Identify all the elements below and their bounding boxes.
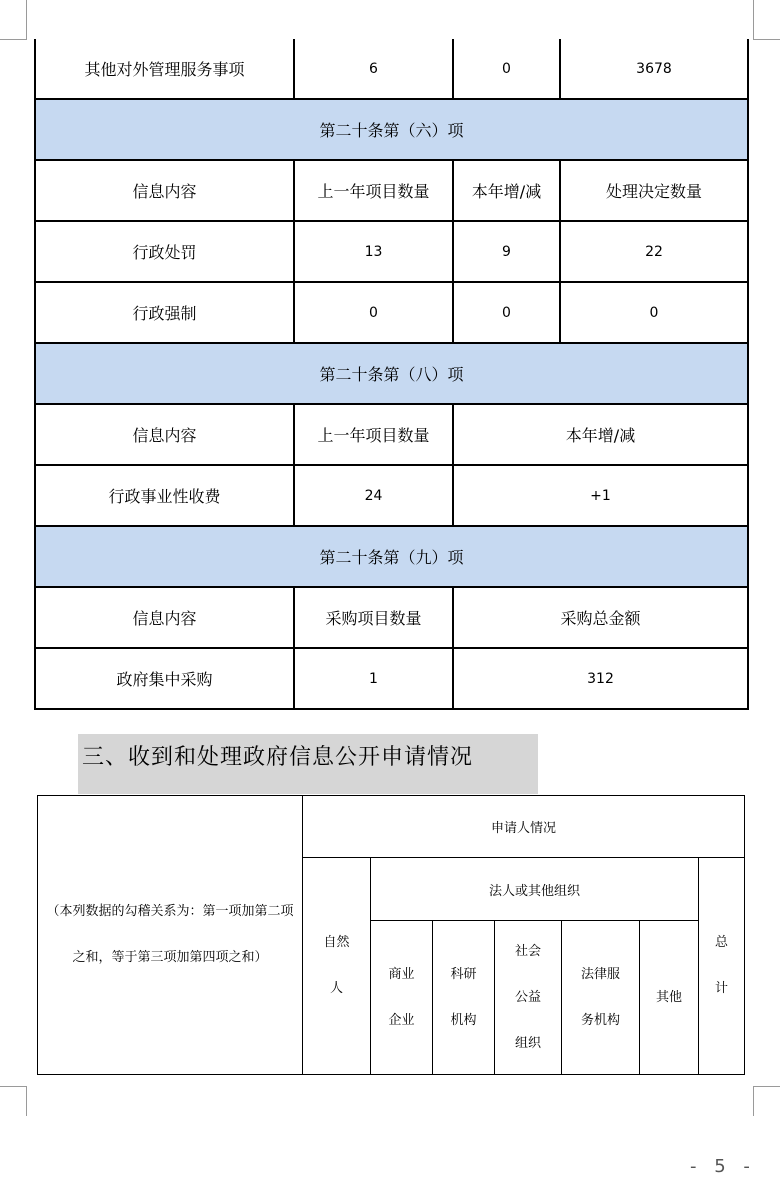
row-label: 行政事业性收费 [35,465,294,526]
section-header-row [35,526,748,587]
column-header: 采购总金额 [453,587,748,648]
crop-mark [26,0,27,40]
row-label: 行政强制 [35,282,294,343]
column-header: 上一年项目数量 [294,160,453,221]
crop-mark [753,1086,754,1116]
cell-value: 6 [294,39,453,99]
section-title: 第二十条第（九）项 [35,526,748,587]
relation-note: （本列数据的勾稽关系为：第一项加第二项之和，等于第三项加第四项之和） [46,904,294,965]
crop-mark [753,0,754,40]
row-label: 行政处罚 [35,221,294,282]
column-header: 社会 公益 组织 [495,921,562,1075]
column-header: 信息内容 [35,160,294,221]
cell-value: 24 [294,465,453,526]
section-header-row [35,99,748,160]
table-header-row [35,404,748,465]
legal-entity-header: 法人或其他组织 [371,858,699,921]
section-heading: 三、收到和处理政府信息公开申请情况 [78,734,538,794]
table-row [35,221,748,282]
section-title: 第二十条第（六）项 [35,99,748,160]
applicant-table [37,795,745,1075]
column-header: 其他 [640,921,699,1075]
table-row [35,282,748,343]
cell-value: 13 [294,221,453,282]
row-label: 其他对外管理服务事项 [35,39,294,99]
section-header-row [35,343,748,404]
row-label: 政府集中采购 [35,648,294,709]
relation-note-cell [38,796,303,1075]
disclosure-table [34,39,749,710]
page-number: - 5 - [690,1156,756,1177]
table-row [35,39,748,99]
cell-value: +1 [453,465,748,526]
column-header: 信息内容 [35,587,294,648]
cell-value: 0 [294,282,453,343]
cell-value: 0 [453,282,560,343]
total-header: 总 计 [699,858,745,1075]
column-header: 商业 企业 [371,921,433,1075]
natural-person-header: 自然 人 [303,858,371,1075]
table-header-row [35,160,748,221]
column-header: 信息内容 [35,404,294,465]
crop-mark [753,1086,780,1087]
column-header: 处理决定数量 [560,160,748,221]
cell-value: 3678 [560,39,748,99]
column-header: 科研 机构 [433,921,495,1075]
column-header: 上一年项目数量 [294,404,453,465]
column-header: 本年增/减 [453,160,560,221]
column-header: 本年增/减 [453,404,748,465]
crop-mark [0,1086,27,1087]
applicant-header: 申请人情况 [303,796,745,858]
cell-value: 22 [560,221,748,282]
cell-value: 9 [453,221,560,282]
table-row [35,648,748,709]
cell-value: 0 [453,39,560,99]
section-title: 第二十条第（八）项 [35,343,748,404]
crop-mark [26,1086,27,1116]
column-header: 采购项目数量 [294,587,453,648]
crop-mark [753,39,780,40]
column-header: 法律服 务机构 [562,921,640,1075]
table-row [38,796,745,858]
crop-mark [0,39,27,40]
table-header-row [35,587,748,648]
table-row [35,465,748,526]
cell-value: 312 [453,648,748,709]
cell-value: 1 [294,648,453,709]
cell-value: 0 [560,282,748,343]
